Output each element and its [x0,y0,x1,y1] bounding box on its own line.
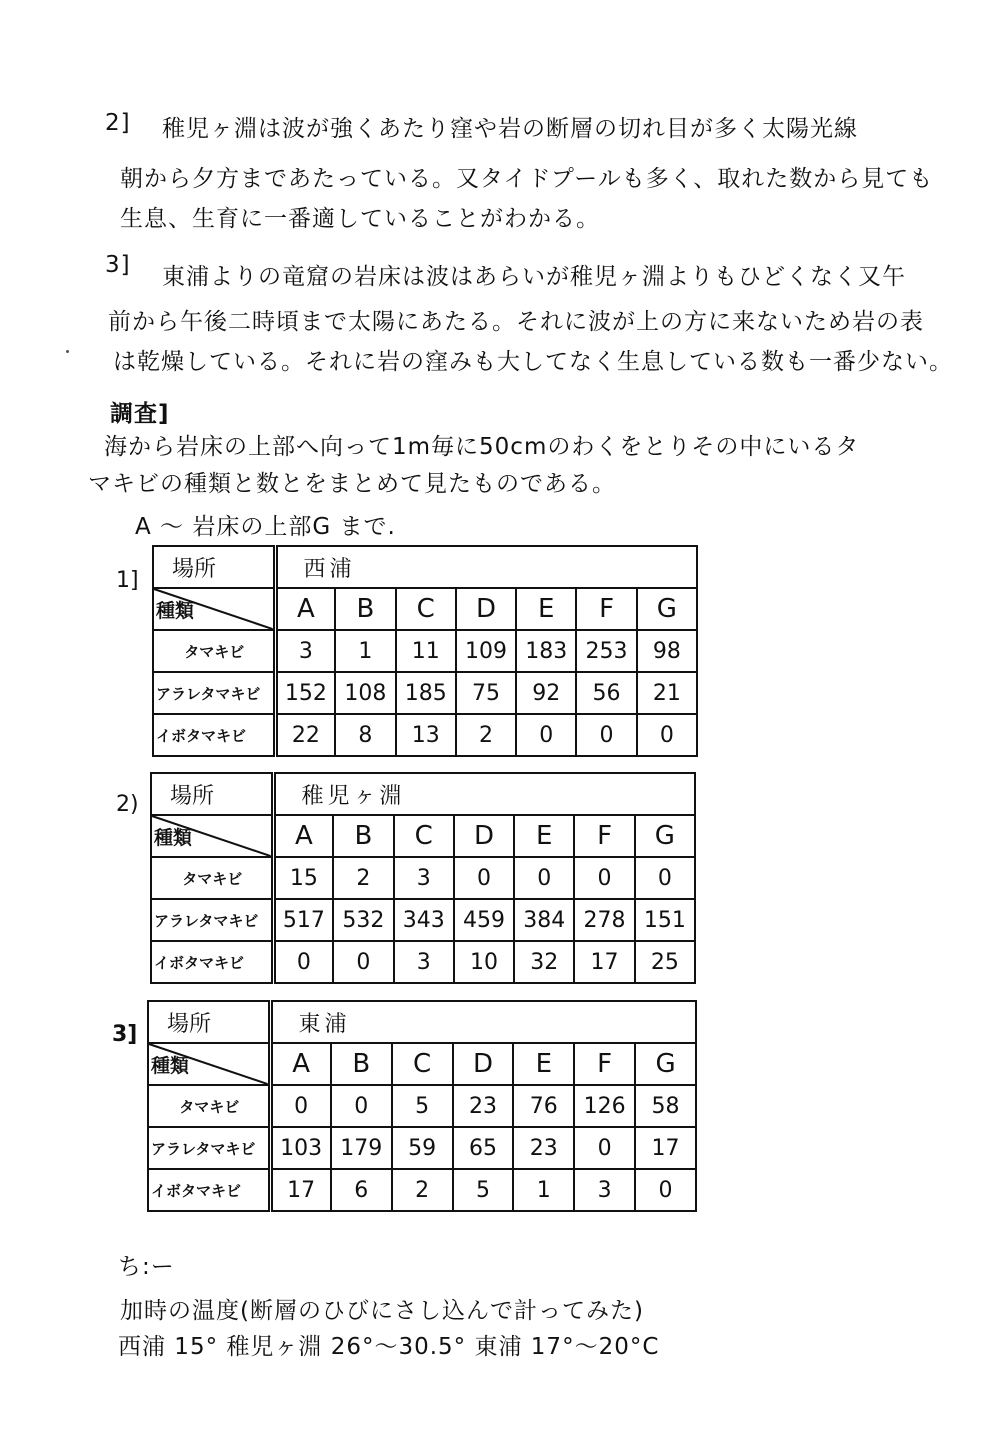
count-cell: 22 [275,714,335,756]
table-row [153,672,697,714]
column-header: G [635,815,695,857]
table-row [151,857,695,899]
count-cell: 517 [273,899,333,941]
place-value: 稚児ヶ淵 [273,773,695,815]
column-header: G [635,1043,696,1085]
count-cell: 3 [574,1169,635,1211]
table3-label: 3] [112,1022,138,1047]
count-cell: 0 [574,1127,635,1169]
para2-line3: 生息、生育に一番適していることがわかる。 [120,206,600,232]
table-chigogafuchi [150,772,696,984]
row-name: タマキビ [153,630,275,672]
count-cell: 183 [516,630,576,672]
count-cell: 17 [635,1127,696,1169]
row-name: タマキビ [148,1085,270,1127]
count-cell: 459 [454,899,514,941]
count-cell: 3 [275,630,335,672]
count-cell: 152 [275,672,335,714]
count-cell: 6 [331,1169,392,1211]
place-value: 西浦 [275,546,697,588]
count-cell: 179 [331,1127,392,1169]
footer-line1: 加時の温度(断層のひびにさし込んで計ってみた) [120,1298,644,1324]
count-cell: 8 [335,714,395,756]
para3-line3: は乾燥している。それに岩の窪みも大してなく生息している数も一番少ない。 [113,349,953,375]
place-label: 場所 [151,773,273,815]
para2-number: 2] [105,110,131,136]
table-row [153,630,697,672]
column-header: C [394,815,454,857]
column-header: C [396,588,456,630]
place-label: 場所 [153,546,275,588]
count-cell: 0 [576,714,636,756]
column-header: E [516,588,576,630]
para3-number: 3] [105,252,131,278]
row-name: タマキビ [151,857,273,899]
column-header: B [333,815,393,857]
survey-heading: 調査] [110,401,170,427]
para2-line2: 朝から夕方まであたっている。又タイドプールも多く、取れた数から見ても [120,166,934,192]
type-label: 種類 [151,1054,190,1077]
count-cell: 126 [574,1085,635,1127]
column-header: C [392,1043,453,1085]
count-cell: 58 [635,1085,696,1127]
place-value: 東浦 [270,1001,696,1043]
count-cell: 532 [333,899,393,941]
table2-label: 2) [116,792,139,817]
count-cell: 0 [273,941,333,983]
count-cell: 2 [392,1169,453,1211]
count-cell: 151 [635,899,695,941]
table-west-ura [152,545,698,757]
count-cell: 185 [396,672,456,714]
count-cell: 0 [516,714,576,756]
footer-mark: ち:ー [118,1254,175,1280]
table-row [148,1169,696,1211]
row-name: アラレタマキビ [148,1127,270,1169]
count-cell: 1 [513,1169,574,1211]
count-cell: 92 [516,672,576,714]
count-cell: 0 [637,714,697,756]
count-cell: 13 [396,714,456,756]
count-cell: 2 [333,857,393,899]
table-row [148,1085,696,1127]
type-header-cell [151,815,273,857]
column-header: A [270,1043,331,1085]
column-header: B [335,588,395,630]
row-name: イボタマキビ [151,941,273,983]
place-label: 場所 [148,1001,270,1043]
column-header: D [453,1043,514,1085]
stray-mark [66,350,69,353]
count-cell: 109 [456,630,516,672]
column-header: D [456,588,516,630]
row-name: イボタマキビ [148,1169,270,1211]
count-cell: 10 [454,941,514,983]
count-cell: 278 [574,899,634,941]
footer-line2: 西浦 15° 稚児ヶ淵 26°〜30.5° 東浦 17°〜20°C [118,1334,660,1360]
count-cell: 32 [514,941,574,983]
count-cell: 15 [273,857,333,899]
count-cell: 75 [456,672,516,714]
count-cell: 56 [576,672,636,714]
count-cell: 11 [396,630,456,672]
count-cell: 3 [394,857,454,899]
table-row [153,714,697,756]
count-cell: 0 [454,857,514,899]
count-cell: 5 [392,1085,453,1127]
count-cell: 17 [574,941,634,983]
row-name: アラレタマキビ [151,899,273,941]
count-cell: 103 [270,1127,331,1169]
count-cell: 0 [331,1085,392,1127]
count-cell: 17 [270,1169,331,1211]
count-cell: 0 [270,1085,331,1127]
table-row [151,941,695,983]
type-label: 種類 [156,599,195,622]
column-header: E [513,1043,574,1085]
count-cell: 384 [514,899,574,941]
count-cell: 3 [394,941,454,983]
count-cell: 23 [513,1127,574,1169]
column-header: A [275,588,335,630]
type-header-cell [153,588,275,630]
count-cell: 0 [514,857,574,899]
count-cell: 59 [392,1127,453,1169]
count-cell: 1 [335,630,395,672]
column-header: G [637,588,697,630]
type-label: 種類 [154,826,193,849]
table-row [151,899,695,941]
para2-line1: 稚児ヶ淵は波が強くあたり窪や岩の断層の切れ目が多く太陽光線 [162,116,858,142]
count-cell: 5 [453,1169,514,1211]
count-cell: 21 [637,672,697,714]
row-name: アラレタマキビ [153,672,275,714]
count-cell: 98 [637,630,697,672]
column-header: D [454,815,514,857]
column-header: A [273,815,333,857]
para3-line1: 東浦よりの竜窟の岩床は波はあらいが稚児ヶ淵よりもひどくなく又午 [162,264,906,290]
column-header: B [331,1043,392,1085]
survey-line1: 海から岩床の上部へ向って1m毎に50cmのわくをとりその中にいるタ [104,434,860,460]
count-cell: 65 [453,1127,514,1169]
row-name: イボタマキビ [153,714,275,756]
column-header: E [514,815,574,857]
para3-line2: 前から午後二時頃まで太陽にあたる。それに波が上の方に来ないため岩の表 [108,309,924,335]
count-cell: 108 [335,672,395,714]
count-cell: 253 [576,630,636,672]
range-note: A 〜 岩床の上部G まで. [135,514,396,540]
column-header: F [574,1043,635,1085]
column-header: F [574,815,634,857]
column-header: F [576,588,636,630]
survey-line2: マキビの種類と数とをまとめて見たものである。 [88,471,616,497]
table-row [148,1127,696,1169]
table1-label: 1] [116,568,139,593]
count-cell: 343 [394,899,454,941]
count-cell: 23 [453,1085,514,1127]
count-cell: 25 [635,941,695,983]
count-cell: 0 [333,941,393,983]
count-cell: 2 [456,714,516,756]
table-east-ura [147,1000,697,1212]
count-cell: 0 [635,857,695,899]
count-cell: 76 [513,1085,574,1127]
count-cell: 0 [635,1169,696,1211]
type-header-cell [148,1043,270,1085]
count-cell: 0 [574,857,634,899]
